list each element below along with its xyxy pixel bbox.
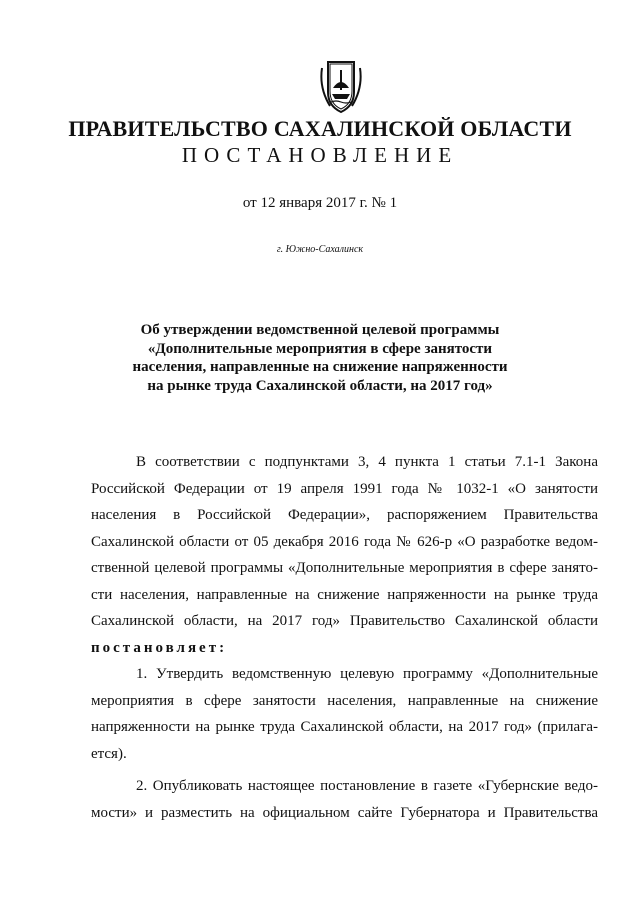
- title-line: на рынке труда Сахалинской области, на 2017 год»: [147, 377, 493, 394]
- text-line: населения в Российской Федерации», распоряжением Правительства: [91, 507, 598, 523]
- text-line: Сахалинской области от 05 декабря 2016 года № 626-р «О разработке ведом-: [91, 533, 598, 550]
- text-line: напряженности на рынке труда Сахалинской области, на 2017 год» (прилага-: [91, 719, 598, 735]
- document-date-number: от 12 января 2017 г. № 1: [242, 195, 398, 211]
- preamble-paragraph: [91, 449, 598, 635]
- document-title: [90, 321, 550, 395]
- text-line: Сахалинской области, на 2017 год» Правительство Сахалинской области: [91, 613, 598, 629]
- decree-word: постановляет:: [91, 639, 228, 656]
- document-body: [91, 449, 598, 826]
- document-city: г. Южно-Сахалинск: [276, 244, 364, 255]
- item-2-paragraph: [91, 773, 598, 826]
- title-line: населения, направленные на снижение напряженности: [132, 359, 508, 375]
- text-line: В соответствии с подпунктами 3, 4 пункта 1 статьи 7.1-1 Закона: [136, 454, 598, 470]
- title-line: «Дополнительные мероприятия в сфере занятости: [147, 340, 493, 357]
- text-line: мероприятия в сфере занятости населения, направленные на снижение: [91, 692, 598, 709]
- document-type: ПОСТАНОВЛЕНИЕ: [181, 143, 459, 167]
- organization-title: ПРАВИТЕЛЬСТВО САХАЛИНСКОЙ ОБЛАСТИ: [68, 116, 572, 141]
- text-line: ется).: [91, 745, 127, 762]
- item-1-paragraph: [91, 661, 598, 767]
- text-line: мости» и разместить на официальном сайте Губернатора и Правительства: [91, 804, 598, 821]
- title-line: Об утверждении ведомственной целевой программы: [140, 322, 500, 338]
- coat-of-arms-icon: [318, 58, 364, 114]
- text-line: сти населения, направленные на снижение напряженности на рынке труда: [91, 586, 598, 603]
- text-line: ственной целевой программы «Дополнительные мероприятия в сфере занято-: [91, 560, 598, 576]
- text-line: 1. Утвердить ведомственную целевую программу «Дополнительные: [136, 666, 598, 682]
- text-line: 2. Опубликовать настоящее постановление в газете «Губернские ведо-: [136, 778, 598, 794]
- text-line: Российской Федерации от 19 апреля 1991 года № 1032-1 «О занятости: [91, 480, 598, 497]
